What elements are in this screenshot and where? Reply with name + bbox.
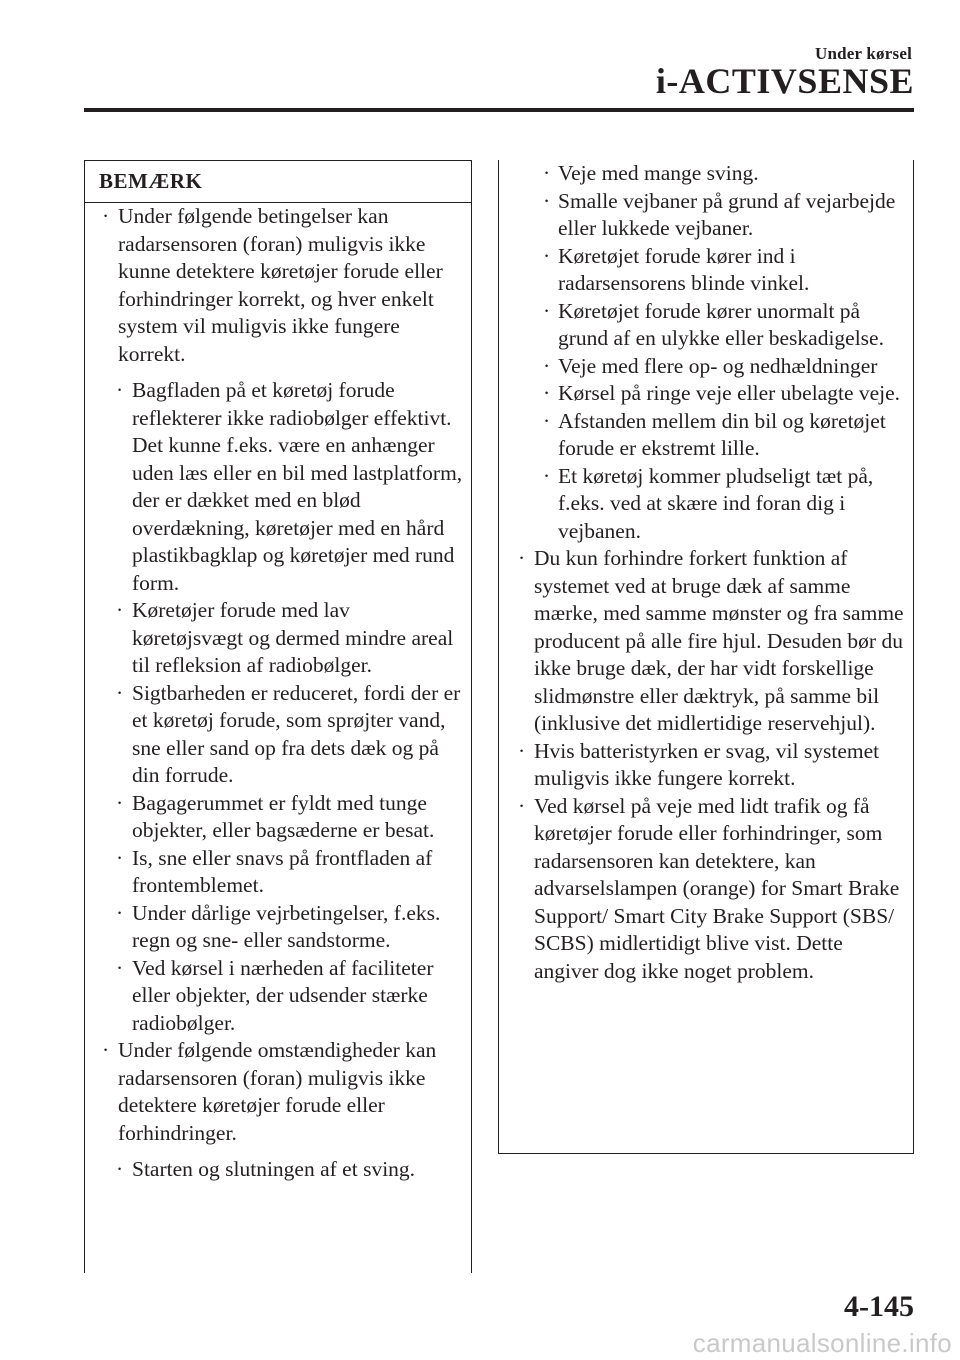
list-item-text: Smalle vejbaner på grund af vejarbejde eller lukkede vejbaner. <box>558 188 896 240</box>
note-bullet <box>98 1037 466 1147</box>
list-item-text: Køretøjer forude med lav køretøjsvægt og dermed mindre areal til refleksion af radiobølger. <box>132 598 454 677</box>
bullet-dot: · <box>543 408 551 433</box>
bullet-dot: · <box>518 793 526 818</box>
note-intro-2: Under følgende omstændigheder kan radarsensoren (foran) muligvis ikke detektere køretøjer forude eller forhindringer. <box>118 1038 437 1145</box>
bullet-dot: · <box>543 381 551 405</box>
list-item-text: Is, sne eller snavs på frontfladen af frontemblemet. <box>132 845 433 897</box>
note-title: BEMÆRK <box>99 169 203 193</box>
bullet-dot: · <box>543 353 551 378</box>
note-bullet <box>514 793 906 986</box>
note-bullet-text: Ved kørsel på veje med lidt trafik og få køretøjer forude eller forhindringer, som radarsensoren kan detektere, kan advarselslampen (orange) for Smart Brake Support/ Smart City Brake Support (SBS/ SCBS) midlertidigt blive vist. Dette angiver dog ikke noget problem. <box>534 793 900 983</box>
list-item <box>98 1156 466 1184</box>
list-item-text: Ved kørsel i nærheden af faciliteter eller objekter, der udsender stærke radiobølger. <box>132 955 434 1035</box>
list-item <box>98 790 466 845</box>
right-column <box>518 160 906 985</box>
note-top-rule <box>85 160 471 161</box>
bullet-dot: · <box>116 790 124 815</box>
note-intro-1: Under følgende betingelser kan radarsensoren (foran) muligvis ikke kunne detektere køretøjer forude eller forhindringer korrekt, og hver enkelt system vil muligvis ikke fungere korrekt. <box>118 204 443 366</box>
bullet-dot: · <box>518 738 526 763</box>
list-item <box>98 377 466 597</box>
bullet-dot: · <box>116 900 124 925</box>
list-item <box>98 597 466 680</box>
bullet-dot: · <box>116 1157 124 1181</box>
list-item-text: Køretøjet forude kører ind i radarsensorens blinde vinkel. <box>558 243 810 295</box>
bullet-dot: · <box>116 955 124 980</box>
list-item <box>542 408 906 463</box>
list-item <box>98 900 466 955</box>
note-bullet-text: Du kun forhindre forkert funktion af systemet ved at bruge dæk af samme mærke, med samme mønster og fra samme producent på alle fire hjul. Desuden bør du ikke bruge dæk, der har vidt forskellige slidmønstre eller dæktryk, på samme bil (inklusive det midlertidige reservehjul). <box>534 546 904 735</box>
list-item-text: Veje med flere op- og nedhældninger <box>558 353 878 378</box>
list-item-text: Bagfladen på et køretøj forude reflekterer ikke radiobølger effektivt. Det kunne f.eks. være en anhænger uden læs eller en bil med lastplatform, der er dækket med en blød overdækning, køretøjer med en hård plastikbagklap og køretøjer med rund form. <box>132 378 463 595</box>
list-item <box>98 680 466 790</box>
list-item <box>542 188 906 243</box>
list-item <box>98 955 466 1038</box>
note-bullet <box>514 738 906 793</box>
bullet-dot: · <box>116 845 124 870</box>
bullet-dot: · <box>543 298 551 323</box>
bullet-dot: · <box>102 1038 110 1062</box>
list-item <box>542 243 906 298</box>
bullet-dot: · <box>518 546 526 570</box>
list-item-text: Starten og slutningen af et sving. <box>132 1157 416 1181</box>
bullet-dot: · <box>116 598 124 622</box>
note-bullet-text: Hvis batteristyrken er svag, vil systemet muligvis ikke fungere korrekt. <box>534 738 880 790</box>
list-item <box>98 845 466 900</box>
watermark: carmanualsonline.info <box>692 1328 952 1358</box>
list-item-text: Sigtbarheden er reduceret, fordi der er et køretøj forude, som sprøjter vand, sne eller sand op fra dets dæk og på din forrude. <box>132 680 461 787</box>
list-item <box>542 298 906 353</box>
bullet-dot: · <box>543 161 551 185</box>
list-item <box>542 463 906 546</box>
list-item-text: Køretøjet forude kører unormalt på grund af en ulykke eller beskadigelse. <box>558 298 884 350</box>
list-item-text: Bagagerummet er fyldt med tunge objekter, eller bagsæderne er besat. <box>132 790 435 842</box>
left-column <box>98 203 466 1184</box>
list-item-text: Et køretøj kommer pludseligt tæt på, f.eks. ved at skære ind foran dig i vejbanen. <box>558 463 874 543</box>
list-item-text: Kørsel på ringe veje eller ubelagte veje. <box>558 381 901 405</box>
note-bullet <box>514 545 906 738</box>
bullet-dot: · <box>116 680 124 705</box>
section-label: Under kørsel <box>814 44 912 63</box>
list-item <box>542 353 906 381</box>
list-item-text: Afstanden mellem din bil og køretøjet forude er ekstremt lille. <box>558 408 886 460</box>
list-item <box>542 380 906 408</box>
bullet-dot: · <box>102 204 110 228</box>
header-rule <box>84 108 914 112</box>
bullet-dot: · <box>543 243 551 268</box>
bullet-dot: · <box>543 188 551 213</box>
note-bullet <box>98 203 466 368</box>
bullet-dot: · <box>116 378 124 402</box>
page-number: 4-145 <box>844 1290 914 1323</box>
page-title: i-ACTIVSENSE <box>655 61 914 101</box>
list-item-text: Under dårlige vejrbetingelser, f.eks. regn og sne- eller sandstorme. <box>132 900 441 952</box>
bullet-dot: · <box>543 463 551 488</box>
list-item-text: Veje med mange sving. <box>558 161 759 185</box>
list-item <box>542 160 906 188</box>
